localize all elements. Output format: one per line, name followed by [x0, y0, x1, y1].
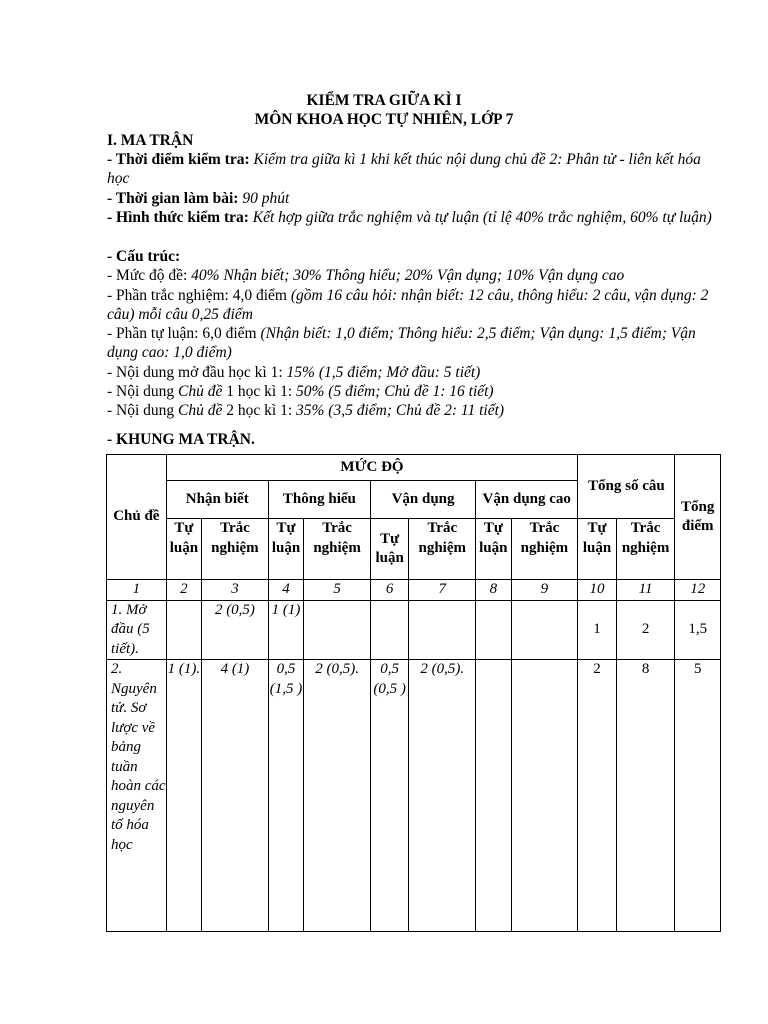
- header-essay: Tự luận: [166, 519, 201, 580]
- info-form: [107, 208, 713, 227]
- table-row: [107, 600, 721, 660]
- content3-label-b: Chủ đề: [178, 402, 223, 419]
- mc-value: (gồm 16 câu hỏi: nhận biết: 12 câu, thông hiểu: 2 câu, vận dụng: 2 câu) mỗi câu 0,25 điểm: [107, 287, 709, 324]
- data-cell: 2 (0,5).: [409, 660, 476, 932]
- data-cell: [511, 660, 578, 932]
- time-value: Kiểm tra giữa kì 1 khi kết thúc nội dung chủ đề 2: Phân tử - liên kết hóa học: [107, 151, 701, 188]
- column-number-row: [107, 580, 721, 601]
- header-multiple-choice: Trắc nghiệm: [304, 519, 371, 580]
- data-cell: [166, 600, 201, 660]
- header-multiple-choice: Trắc nghiệm: [202, 519, 269, 580]
- column-number: 2: [166, 580, 201, 601]
- content1-label: - Nội dung mở đầu học kì 1:: [107, 364, 283, 381]
- subject-title: MÔN KHOA HỌC TỰ NHIÊN, LỚP 7: [254, 111, 514, 128]
- column-number: 7: [409, 580, 476, 601]
- header-topic: Chủ đề: [107, 455, 167, 580]
- content3-label-a: - Nội dung: [107, 402, 175, 419]
- column-number: 6: [370, 580, 408, 601]
- column-number: 12: [675, 580, 721, 601]
- duration-label: - Thời gian làm bài:: [107, 190, 239, 207]
- info-duration: [107, 189, 713, 208]
- info-content-topic1: [107, 382, 713, 401]
- data-cell: [370, 600, 408, 660]
- content2-label-b: Chủ đề: [178, 383, 223, 400]
- data-cell: 1 (1): [268, 600, 303, 660]
- structure-label: - Cấu trúc:: [107, 248, 181, 265]
- info-time: [107, 150, 713, 188]
- time-label: - Thời điểm kiểm tra:: [107, 151, 250, 168]
- info-structure: [107, 247, 713, 266]
- data-cell: 1 (1).: [166, 660, 201, 932]
- info-multiple-choice: [107, 286, 713, 324]
- data-cell: 4 (1): [202, 660, 269, 932]
- duration-value: 90 phút: [242, 190, 290, 207]
- form-label: - Hình thức kiểm tra:: [107, 209, 249, 226]
- topic-cell: 1. Mở đầu (5 tiết).: [107, 600, 167, 660]
- header-multiple-choice: Trắc nghiệm: [409, 519, 476, 580]
- data-cell: [476, 660, 511, 932]
- essay-value: (Nhận biết: 1,0 điểm; Thông hiểu: 2,5 điểm; Vận dụng: 1,5 điểm; Vận dụng cao: 1,0 điểm): [107, 325, 696, 362]
- header-multiple-choice: Trắc nghiệm: [511, 519, 578, 580]
- data-cell: 2 (0,5).: [304, 660, 371, 932]
- data-cell: [511, 600, 578, 660]
- mc-label: - Phần trắc nghiệm: 4,0 điểm: [107, 287, 287, 304]
- column-number: 10: [578, 580, 616, 601]
- exam-title: KIỂM TRA GIỮA KÌ I: [306, 92, 462, 109]
- column-number: 1: [107, 580, 167, 601]
- column-number: 9: [511, 580, 578, 601]
- header-total-questions: Tổng số câu: [578, 455, 675, 519]
- data-cell: 0,5 (0,5 ): [370, 660, 408, 932]
- section-heading-framework: - KHUNG MA TRẬN.: [107, 431, 255, 448]
- table-row: [107, 660, 721, 932]
- info-level: [107, 266, 713, 285]
- topic-cell: 2. Nguyên tử. Sơ lược về bảng tuần hoàn các nguyên tố hóa học: [107, 660, 167, 932]
- section-heading-matrix: I. MA TRẬN: [107, 132, 194, 149]
- info-content-intro: [107, 363, 713, 382]
- data-cell: 2 (0,5): [202, 600, 269, 660]
- data-cell: 2: [578, 660, 616, 932]
- info-essay: [107, 324, 713, 362]
- header-essay: Tự luận: [476, 519, 511, 580]
- data-cell: 1: [578, 600, 616, 660]
- header-application: Vận dụng: [370, 481, 475, 519]
- data-cell: 2: [616, 600, 675, 660]
- data-cell: [304, 600, 371, 660]
- data-cell: [409, 600, 476, 660]
- header-recognition: Nhận biết: [166, 481, 268, 519]
- header-total-score: Tổng điểm: [675, 455, 721, 580]
- data-cell: 1,5: [675, 600, 721, 660]
- header-multiple-choice: Trắc nghiệm: [616, 519, 675, 580]
- info-content-topic2: [107, 401, 713, 420]
- column-number: 8: [476, 580, 511, 601]
- header-essay: Tự luận: [268, 519, 303, 580]
- content2-value: 50% (5 điểm; Chủ đề 1: 16 tiết): [296, 383, 494, 400]
- content3-label-c: 2 học kì 1:: [226, 402, 293, 419]
- data-cell: 5: [675, 660, 721, 932]
- header-essay: Tự luận: [578, 519, 616, 580]
- column-number: 3: [202, 580, 269, 601]
- content3-value: 35% (3,5 điểm; Chủ đề 2: 11 tiết): [296, 402, 505, 419]
- content1-value: 15% (1,5 điểm; Mở đầu: 5 tiết): [286, 364, 481, 381]
- data-cell: [476, 600, 511, 660]
- form-value: Kết hợp giữa trắc nghiệm và tự luận (tỉ lệ 40% trắc nghiệm, 60% tự luận): [252, 209, 712, 226]
- column-number: 5: [304, 580, 371, 601]
- column-number: 11: [616, 580, 675, 601]
- content2-label-c: 1 học kì 1:: [226, 383, 293, 400]
- column-number: 4: [268, 580, 303, 601]
- header-high-application: Vận dụng cao: [476, 481, 578, 519]
- data-cell: 0,5 (1,5 ): [268, 660, 303, 932]
- header-comprehension: Thông hiểu: [268, 481, 370, 519]
- matrix-table: [106, 454, 721, 932]
- level-label: - Mức độ đề:: [107, 267, 188, 284]
- essay-label: - Phần tự luận: 6,0 điểm: [107, 325, 257, 342]
- level-value: 40% Nhận biết; 30% Thông hiểu; 20% Vận dụng; 10% Vận dụng cao: [191, 267, 625, 284]
- data-cell: 8: [616, 660, 675, 932]
- header-essay: Tự luận: [370, 519, 408, 580]
- header-level: MỨC ĐỘ: [166, 455, 578, 481]
- content2-label-a: - Nội dung: [107, 383, 175, 400]
